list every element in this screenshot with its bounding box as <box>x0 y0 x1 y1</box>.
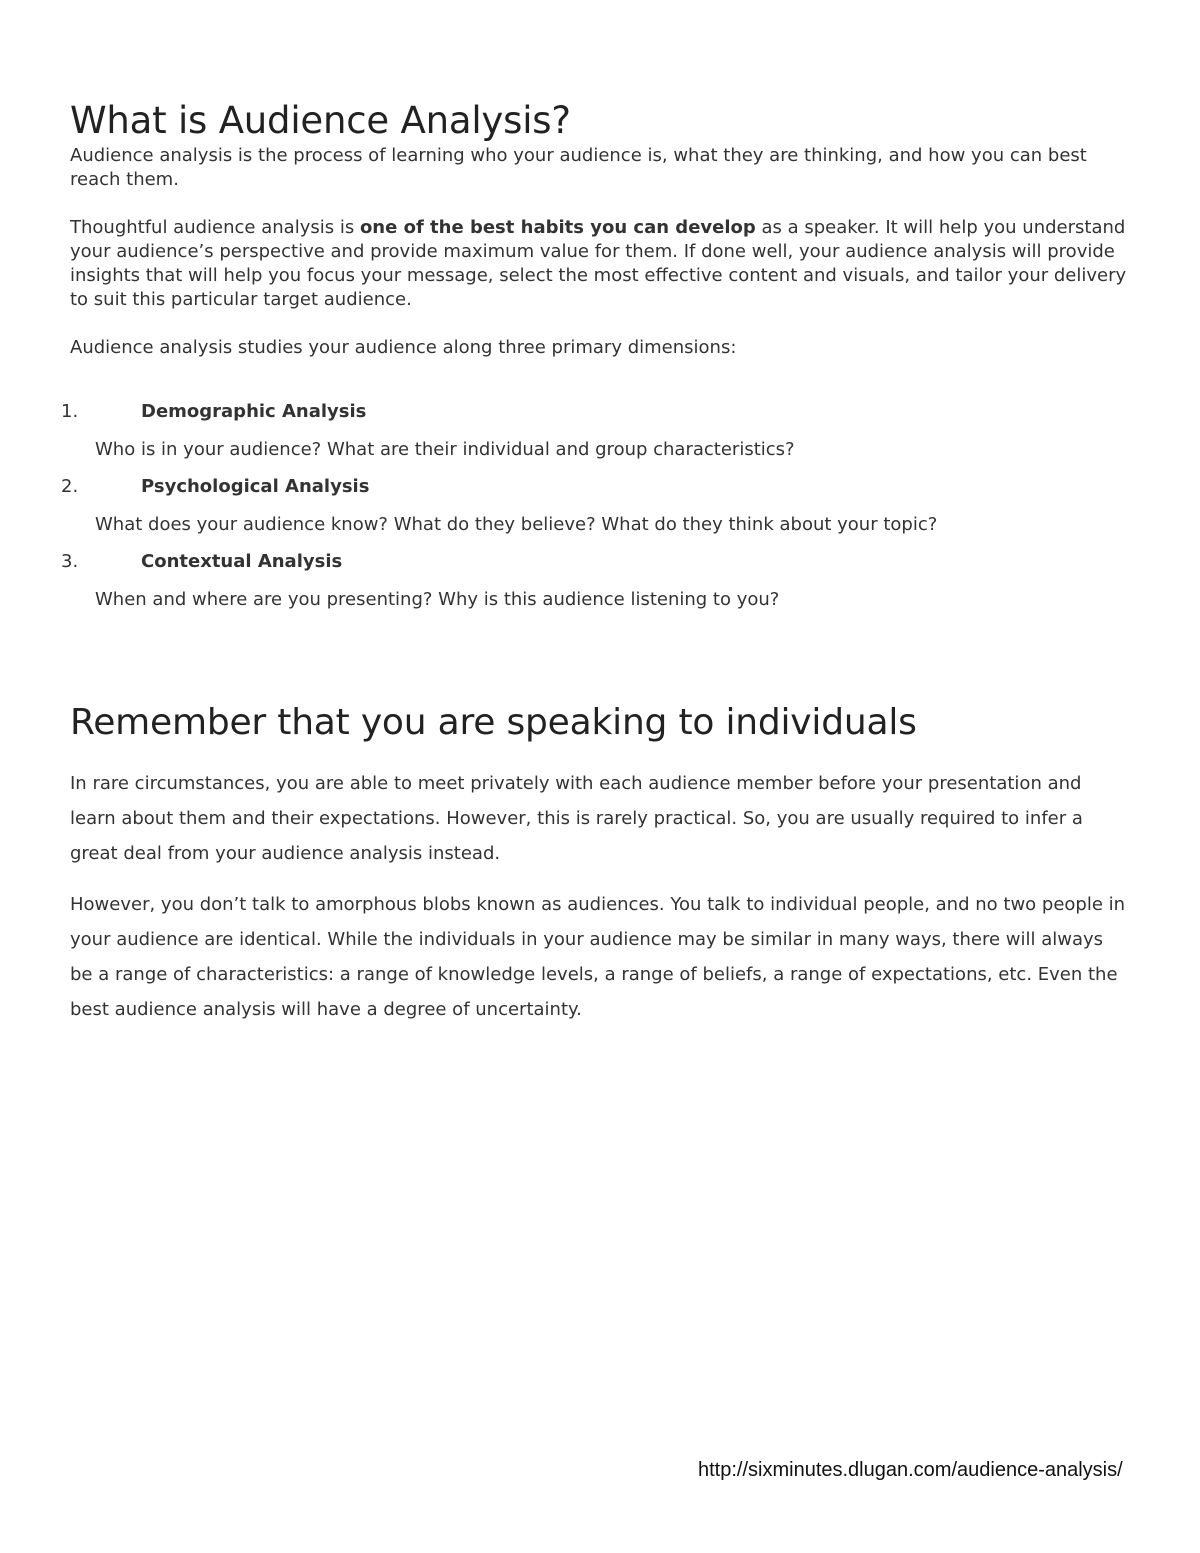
section1-title: What is Audience Analysis? <box>70 99 571 142</box>
section2-title: Remember that you are speaking to individuals <box>70 702 917 743</box>
dimension-heading: 3. Contextual Analysis <box>61 551 343 572</box>
para2-after: as a speaker. It will help you understand your audience’s perspective and provide maximum value for them. If done well, your audience analysis will provide insights that will help you focus your message, select the most effective content and visuals, and tailor your delivery to suit this particular target audience. <box>70 217 1127 310</box>
list-item <box>61 550 1130 612</box>
dimension-number: 2. <box>61 476 79 497</box>
dimension-heading: 1. Demographic Analysis <box>61 401 367 422</box>
para2-bold-phrase: one of the best habits you can develop <box>359 217 756 238</box>
para2-before: Thoughtful audience analysis is <box>70 217 360 238</box>
dimensions-list <box>61 400 1130 612</box>
dimension-description: Who is in your audience? What are their individual and group characteristics? <box>95 439 795 460</box>
section2-paragraph-2: However, you don’t talk to amorphous blobs known as audiences. You talk to individual people, and no two people in your audience are identical. While the individuals in your audience may be similar in many ways, there will always be a range of characteristics: a range of knowledge levels, a range of beliefs, a range of expectations, etc. Even the best audience analysis will have a degree of uncertainty. <box>70 894 1126 1020</box>
section1-paragraph-2 <box>70 216 1130 312</box>
source-url: http://sixminutes.dlugan.com/audience-analysis/ <box>698 1459 1123 1481</box>
dimension-description: When and where are you presenting? Why is this audience listening to you? <box>95 589 780 610</box>
dimension-number: 3. <box>61 551 79 572</box>
section2-paragraph-1: In rare circumstances, you are able to meet privately with each audience member before your presentation and learn about them and their expectations. However, this is rarely practical. So, you are usually required to infer a great deal from your audience analysis instead. <box>70 773 1083 864</box>
list-item <box>61 400 1130 462</box>
document-page <box>61 98 1130 1027</box>
section1-paragraph-3: Audience analysis studies your audience along three primary dimensions: <box>70 337 737 358</box>
dimension-heading: 2. Psychological Analysis <box>61 476 370 497</box>
list-item <box>61 475 1130 537</box>
section1-paragraph-1: Audience analysis is the process of learning who your audience is, what they are thinking, and how you can best reach them. <box>70 145 1087 190</box>
dimension-number: 1. <box>61 401 79 422</box>
dimension-description: What does your audience know? What do they believe? What do they think about your topic? <box>95 514 938 535</box>
